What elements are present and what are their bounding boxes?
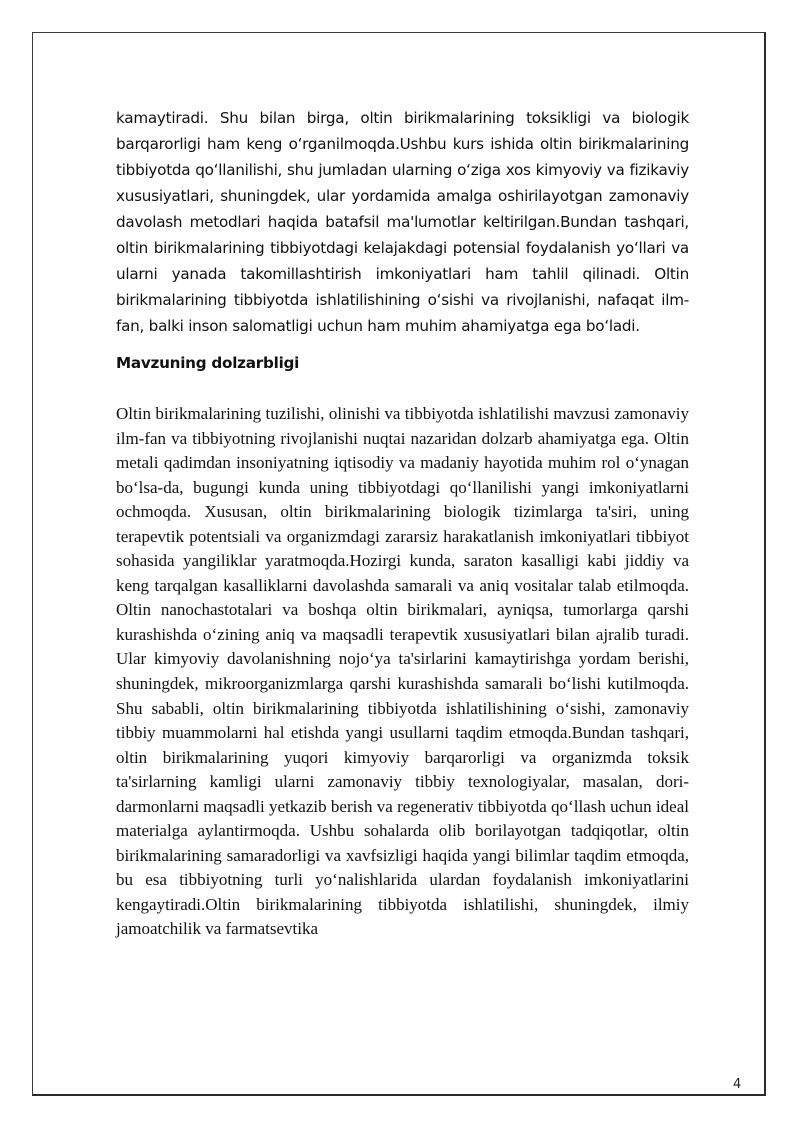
document-page (32, 32, 766, 1096)
page-content (116, 105, 689, 942)
page-number: 4 (733, 1077, 742, 1092)
section-heading: Mavzuning dolzarbligi (116, 354, 300, 372)
intro-paragraph: kamaytiradi. Shu bilan birga, oltin birikmalarining toksikligi va biologik barqarorligi ham keng oʻrganilmoqda.Ushbu kurs ishida oltin birikmalarining tibbiyotda qoʻllanilishi, shu jumladan ularning oʻziga xos kimyoviy va fizikaviy xususiyatlari, shuningdek, ular yordamida amalga oshirilayotgan zamonaviy davolash metodlari haqida batafsil ma'lumotlar keltirilgan.Bundan tashqari, oltin birikmalarining tibbiyotdagi kelajakdagi potensial foydalanish yoʻllari va ularni yanada takomillashtirish imkoniyatlari ham tahlil qilinadi. Oltin birikmalarining tibbiyotda ishlatilishining oʻsishi va rivojlanishi, nafaqat ilm-fan, balki inson salomatligi uchun ham muhim ahamiyatga ega boʻladi. (116, 109, 689, 335)
body-paragraph: Oltin birikmalarining tuzilishi, olinishi va tibbiyotda ishlatilishi mavzusi zamonaviy ilm-fan va tibbiyotning rivojlanishi nuqtai nazaridan dolzarb ahamiyatga ega. Oltin metali qadimdan insoniyatning iqtisodiy va madaniy hayotida muhim rol oʻynagan boʻlsa-da, bugungi kunda uning tibbiyotdagi qoʻllanilishi yangi imkoniyatlarni ochmoqda. Xususan, oltin birikmalarining biologik tizimlarga ta'siri, uning terapevtik potentsiali va organizmdagi zararsiz harakatlanish imkoniyatlari tibbiyot sohasida yangiliklar yaratmoqda.Hozirgi kunda, saraton kasalligi kabi jiddiy va keng tarqalgan kasalliklarni davolashda samarali va aniq vositalar talab etilmoqda. Oltin nanochastotalari va boshqa oltin birikmalari, ayniqsa, tumorlarga qarshi kurashishda oʻzining aniq va maqsadli terapevtik xususiyatlari bilan ajralib turadi. Ular kimyoviy davolanishning nojoʻya ta'sirlarini kamaytirishga yordam berishi, shuningdek, mikroorganizmlarga qarshi kurashishda samarali boʻlishi kutilmoqda. Shu sababli, oltin birikmalarining tibbiyotda ishlatilishining oʻsishi, zamonaviy tibbiy muammolarni hal etishda yangi usullarni taqdim etmoqda.Bundan tashqari, oltin birikmalarining yuqori kimyoviy barqarorligi va organizmda toksik ta'sirlarning kamligi ularni zamonaviy tibbiy texnologiyalar, masalan, dori-darmonlarni maqsadli yetkazib berish va regenerativ tibbiyotda qoʻllash uchun ideal materialga aylantirmoqda. Ushbu sohalarda olib borilayotgan tadqiqotlar, oltin birikmalarining samaradorligi va xavfsizligi haqida yangi bilimlar taqdim etmoqda, bu esa tibbiyotning turli yoʻnalishlarida ulardan foydalanish imkoniyatlarini kengaytiradi.Oltin birikmalarining tibbiyotda ishlatilishi, shuningdek, ilmiy jamoatchilik va farmatsevtika (116, 404, 689, 939)
